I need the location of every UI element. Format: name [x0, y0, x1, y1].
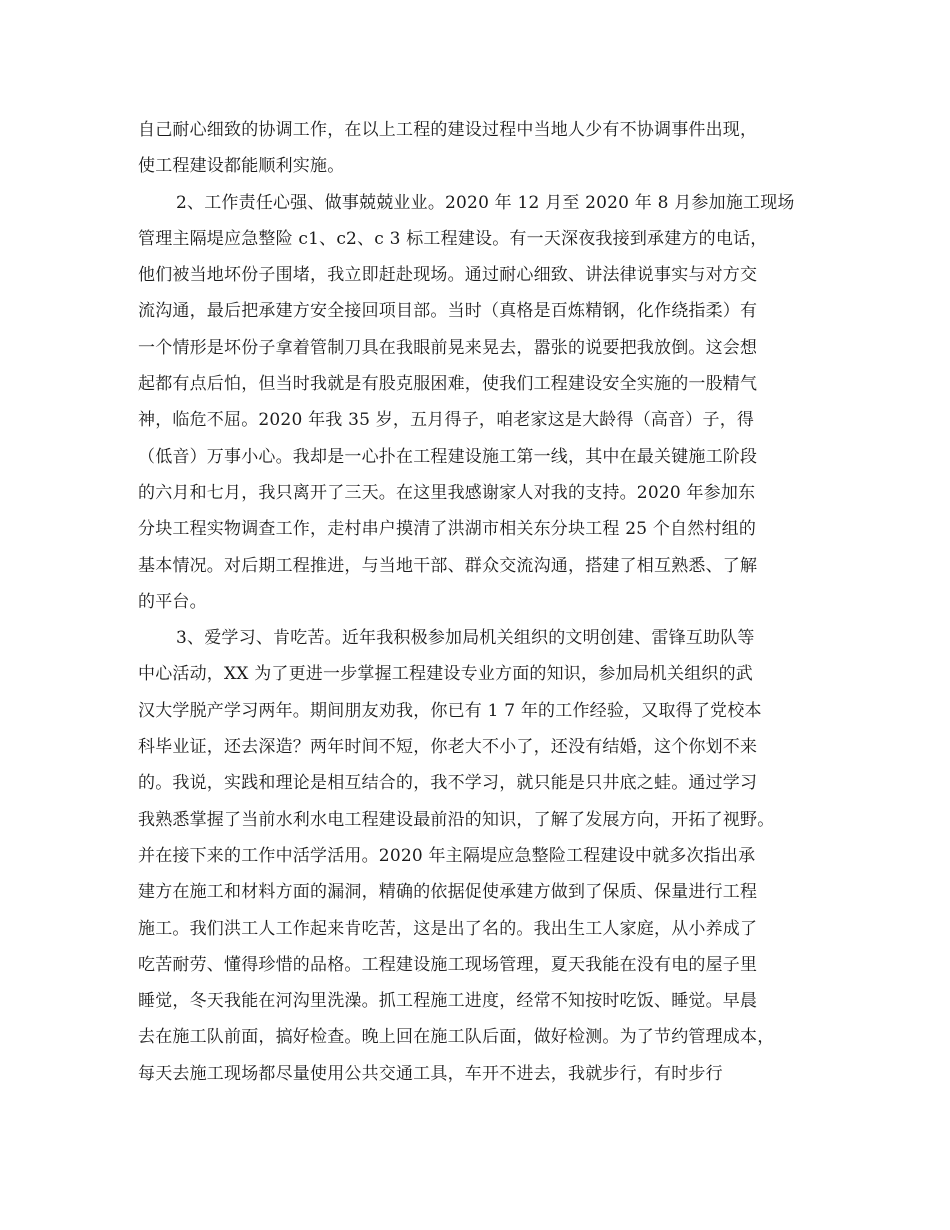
text-line: 中心活动，XX 为了更进一步掌握工程建设专业方面的知识，参加局机关组织的武	[138, 664, 754, 685]
text-line: 流沟通，最后把承建方安全接回项目部。当时（真格是百炼精钢，化作绕指柔）有	[138, 301, 758, 322]
body-text	[138, 112, 838, 1092]
text-line: 的平台。	[138, 591, 207, 612]
text-line: 汉大学脱产学习两年。期间朋友劝我，你已有 1 7 年的工作经验，又取得了党校本	[138, 700, 762, 721]
text-line: 施工。我们洪工人工作起来肯吃苦，这是出了名的。我出生工人家庭，从小养成了	[138, 918, 758, 939]
text-line: 自己耐心细致的协调工作，在以上工程的建设过程中当地人少有不协调事件出现，	[138, 120, 758, 140]
text-line: 建方在施工和材料方面的漏洞，精确的依据促使承建方做到了保质、保量进行工程	[138, 882, 758, 903]
text-line: 分块工程实物调查工作，走村串户摸清了洪湖市相关东分块工程 25 个自然村组的	[138, 519, 757, 540]
text-line: （低音）万事小心。我却是一心扑在工程建设施工第一线，其中在最关键施工阶段	[138, 446, 758, 467]
text-line: 睡觉，冬天我能在河沟里洗澡。抓工程施工进度，经常不知按时吃饭、睡觉。早晨	[138, 991, 758, 1012]
text-line: 我熟悉掌握了当前水利水电工程建设最前沿的知识，了解了发展方向，开拓了视野。	[138, 809, 775, 830]
text-line: 的。我说，实践和理论是相互结合的，我不学习，就只能是只井底之蛙。通过学习	[138, 773, 758, 794]
paragraph-start-line: 2、工作责任心强、做事兢兢业业。2020 年 12 月至 2020 年 8 月参加施工现场	[176, 192, 795, 213]
text-line: 使工程建设都能顺利实施。	[138, 156, 345, 177]
text-line: 管理主隔堤应急整险 c1、c2、c 3 标工程建设。有一天深夜我接到承建方的电话，	[138, 228, 768, 249]
text-line: 的六月和七月，我只离开了三天。在这里我感谢家人对我的支持。2020 年参加东	[138, 482, 756, 503]
text-line: 吃苦耐劳、懂得珍惜的品格。工程建设施工现场管理，夏天我能在没有电的屋子里	[138, 954, 758, 975]
text-line: 科毕业证，还去深造？两年时间不短，你老大不小了，还没有结婚，这个你划不来	[138, 737, 758, 758]
text-line: 去在施工队前面，搞好检查。晚上回在施工队后面，做好检测。为了节约管理成本，	[138, 1027, 775, 1048]
text-line: 起都有点后怕，但当时我就是有股克服困难，使我们工程建设安全实施的一股精气	[138, 374, 758, 395]
text-line: 神，临危不屈。2020 年我 35 岁，五月得子，咱老家这是大龄得（高音）子，得	[138, 410, 755, 431]
text-line: 他们被当地坏份子围堵，我立即赶赴现场。通过耐心细致、讲法律说事实与对方交	[138, 265, 758, 286]
text-line: 并在接下来的工作中活学活用。2020 年主隔堤应急整险工程建设中就多次指出承	[138, 845, 756, 866]
text-line: 一个情形是坏份子拿着管制刀具在我眼前晃来晃去，嚣张的说要把我放倒。这会想	[138, 337, 758, 358]
text-line: 基本情况。对后期工程推进，与当地干部、群众交流沟通，搭建了相互熟悉、了解	[138, 555, 758, 576]
paragraph-start-line: 3、爱学习、肯吃苦。近年我积极参加局机关组织的文明创建、雷锋互助队等	[176, 628, 755, 649]
text-line: 每天去施工现场都尽量使用公共交通工具，车开不进去，我就步行，有时步行	[138, 1063, 723, 1084]
